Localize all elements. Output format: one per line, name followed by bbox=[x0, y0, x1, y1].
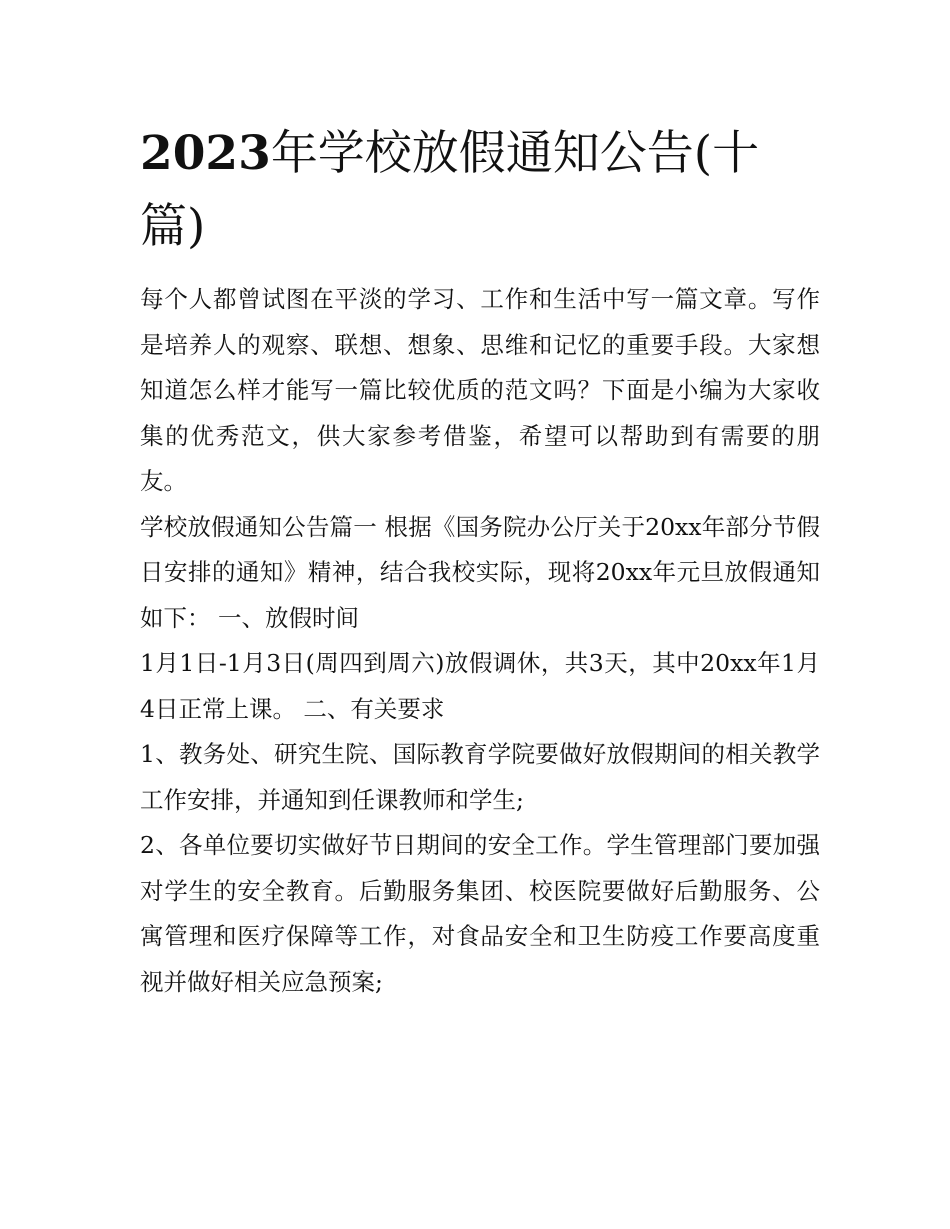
title-year: 2023 bbox=[140, 126, 271, 181]
requirement-2-paragraph: 2、各单位要切实做好节日期间的安全工作。学生管理部门要加强对学生的安全教育。后勤服务集团、校医院要做好后勤服务、公寓管理和医疗保障等工作，对食品安全和卫生防疫工作要高度重视并做好相关应急预案; bbox=[140, 831, 820, 996]
holiday-time-paragraph: 1月1日-1月3日(周四到周六)放假调休，共3天，其中20xx年1月4日正常上课。 二、有关要求 bbox=[140, 649, 820, 723]
document-body bbox=[140, 277, 820, 1005]
document-title bbox=[140, 117, 820, 263]
requirement-1-paragraph: 1、教务处、研究生院、国际教育学院要做好放假期间的相关教学工作安排，并通知到任课教师和学生; bbox=[140, 740, 820, 814]
title-text: 年学校放假通知公告(十篇) bbox=[140, 126, 760, 254]
notice-paragraph: 学校放假通知公告篇一 根据《国务院办公厅关于20xx年部分节假日安排的通知》精神，结合我校实际，现将20xx年元旦放假通知如下： 一、放假时间 bbox=[140, 512, 820, 632]
intro-paragraph: 每个人都曾试图在平淡的学习、工作和生活中写一篇文章。写作是培养人的观察、联想、想象、思维和记忆的重要手段。大家想知道怎么样才能写一篇比较优质的范文吗？下面是小编为大家收集的优秀范文，供大家参考借鉴，希望可以帮助到有需要的朋友。 bbox=[140, 285, 820, 495]
